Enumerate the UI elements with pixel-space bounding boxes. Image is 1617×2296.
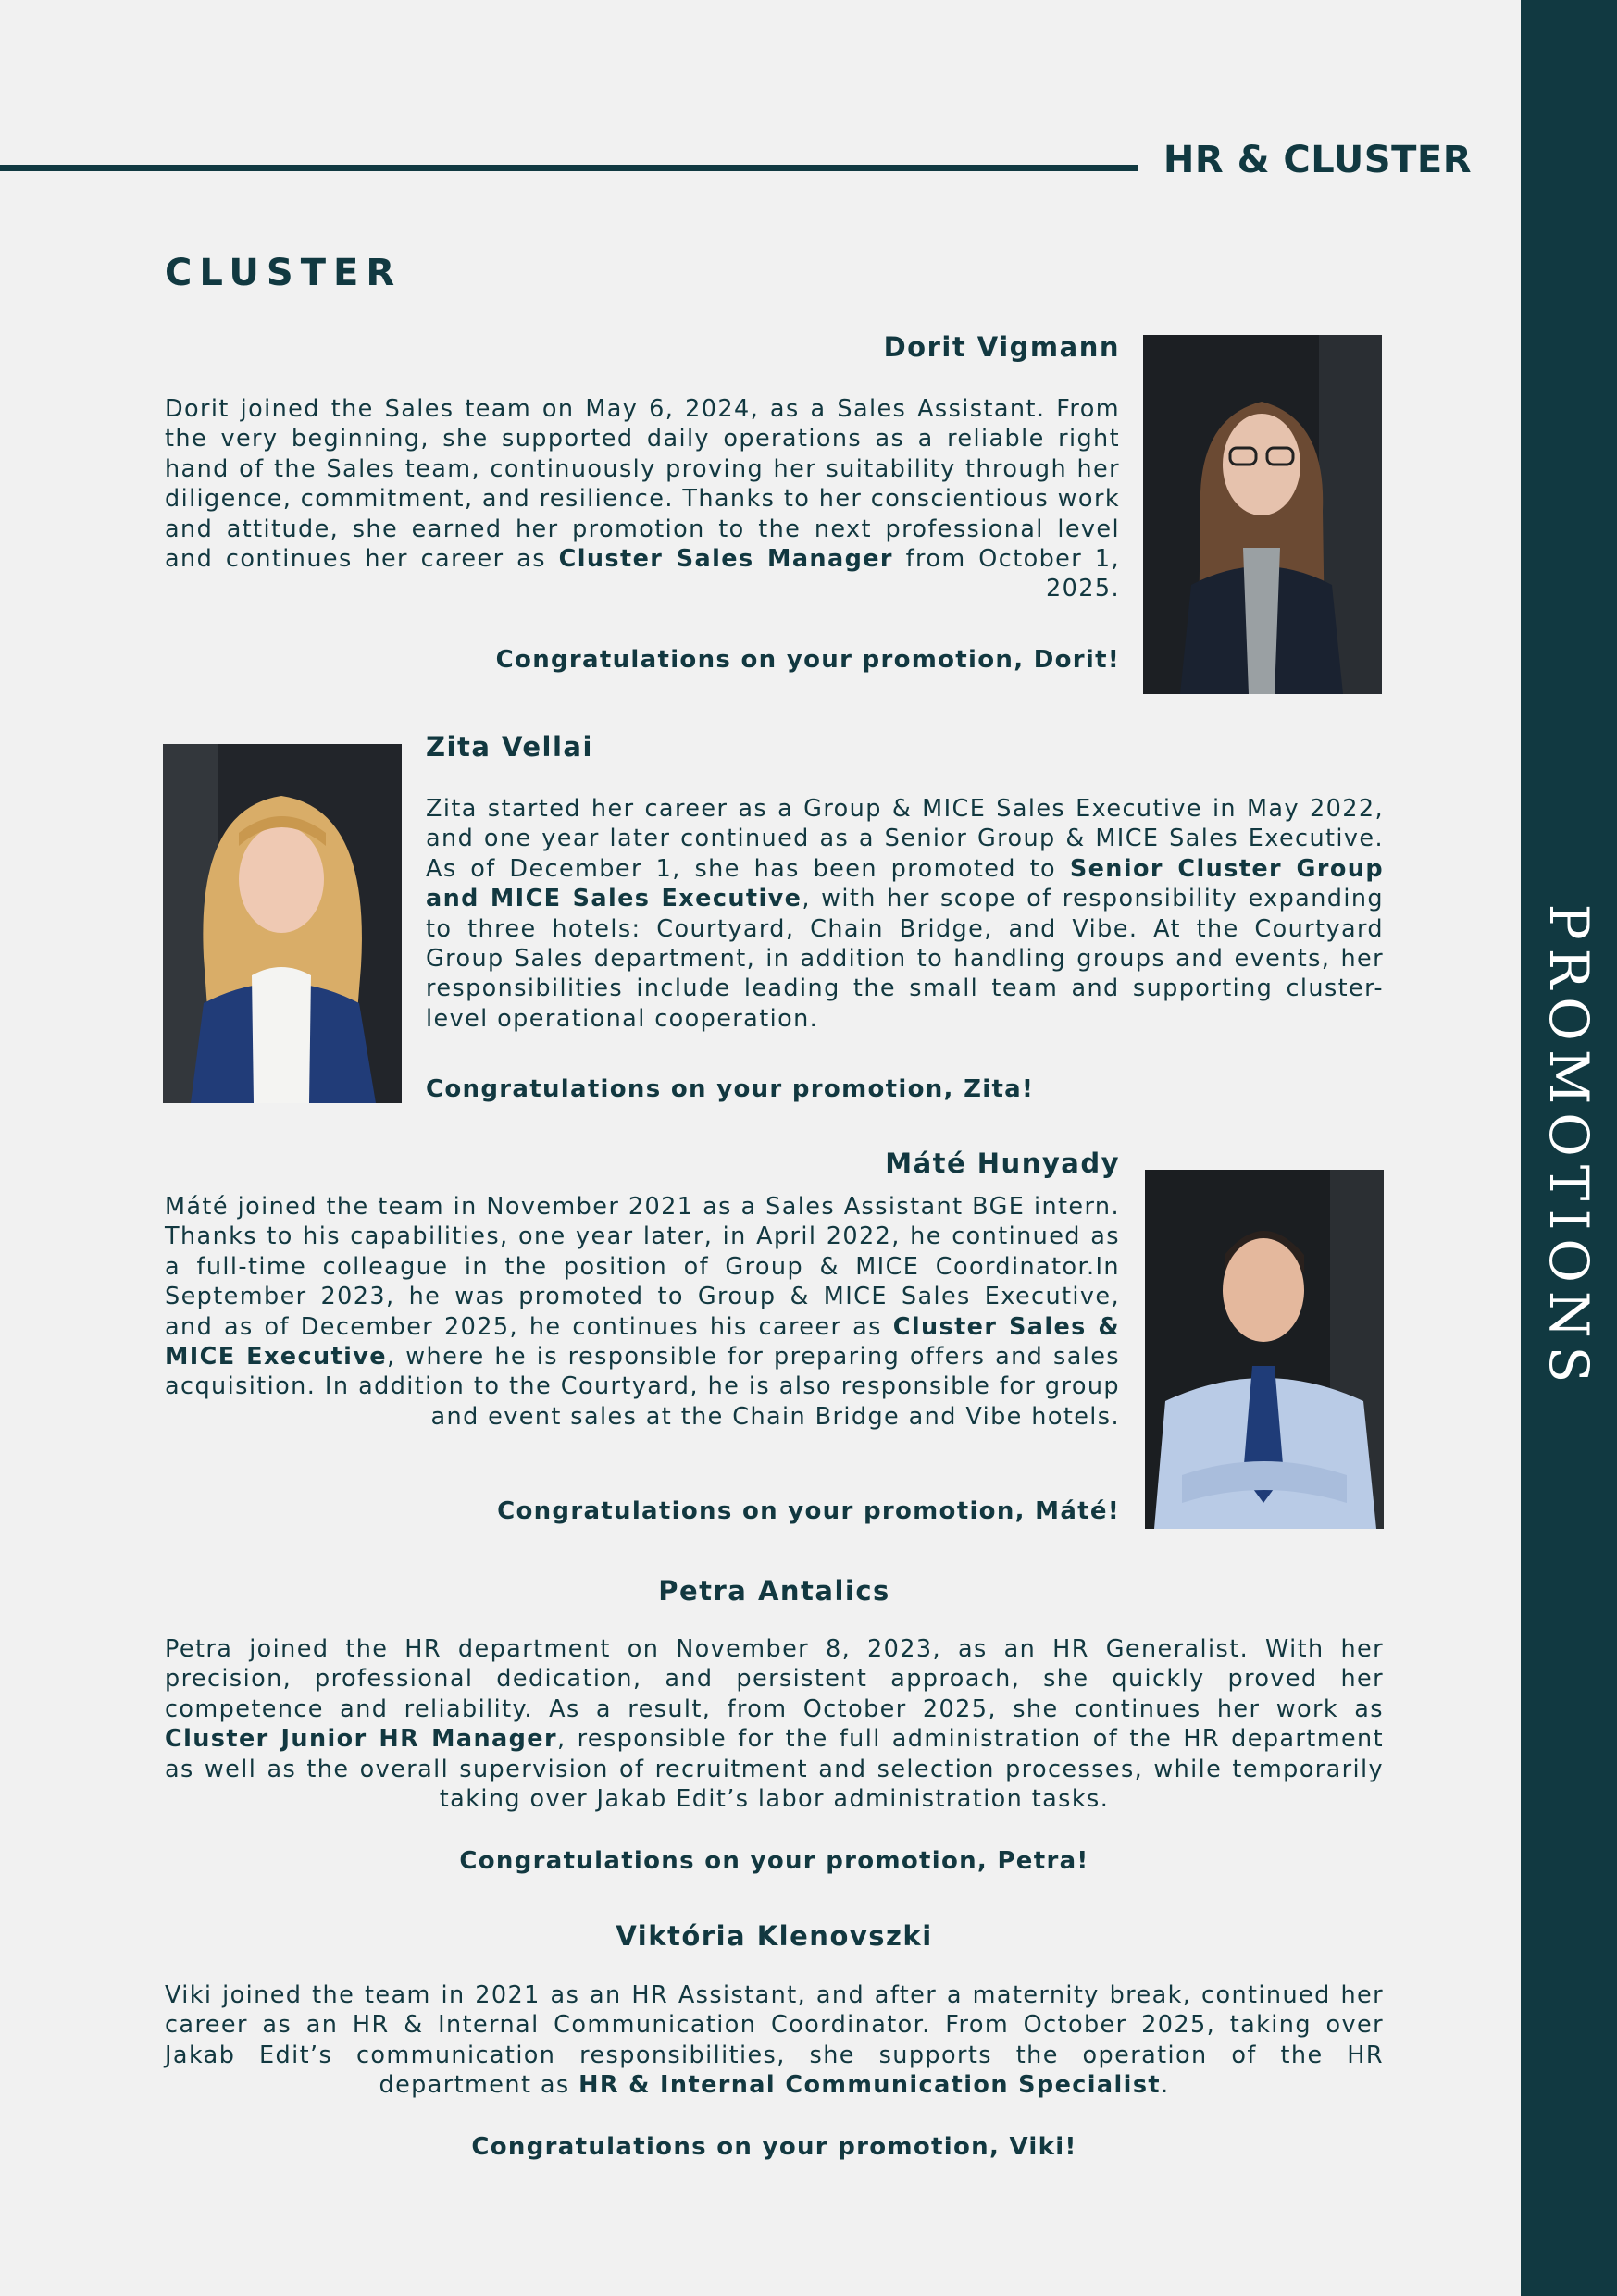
bio-highlight: Senior Cluster Group and MICE Sales Executive [426,854,1384,913]
header-rule [0,165,1138,171]
person-name: Zita Vellai [426,731,593,763]
person-name: Máté Hunyady [885,1148,1120,1179]
bio-text: , where he is responsible for preparing offers and sales acquisition. In addition to the Courtyard, he is also responsible for group and event sales at the Chain Bridge and Vibe hotels. [165,1343,1120,1431]
header-title: HR & CLUSTER [1163,139,1472,181]
section-title: CLUSTER [165,252,403,294]
bio-highlight: Cluster Sales Manager [558,545,893,574]
congrats-line: Congratulations on your promotion, Dorit! [495,646,1120,674]
person-name: Petra Antalics [658,1575,890,1607]
sidebar-label: PROMOTIONS [1537,903,1600,1392]
bio-text: Máté joined the team in November 2021 as a Sales Assistant BGE intern. Thanks to his capabilities, one year later, in April 2022, he continued as a full-time colleague in the position of Group & MICE Coordinator.In September 2023, he was promoted to Group & MICE Sales Executive, and as of December 2025, he continues his career as [165,1193,1120,1341]
person-bio [165,1192,1120,1432]
portrait-photo [1143,335,1382,694]
bio-text: from October 1, 2025. [892,545,1121,603]
person-bio [165,1980,1384,2101]
bio-text: Petra joined the HR department on November 8, 2023, as an HR Generalist. With her precision, professional dedication, and persistent approach, she quickly proved her competence and reliability. As a result, from October 2025, she continues her work as [165,1635,1384,1723]
bio-text: Dorit joined the Sales team on May 6, 2024, as a Sales Assistant. From the very beginning, she supported daily operations as a reliable right hand of the Sales team, continuously proving her suitability through her diligence, commitment, and resilience. Thanks to her conscientious work and attitude, she earned her promotion to the next professional level and continues her career as [165,395,1120,574]
bio-highlight: HR & Internal Communication Specialist [578,2071,1161,2100]
bio-text: Viki joined the team in 2021 as an HR Assistant, and after a maternity break, continued her career as an HR & Internal Communication Coordinator. From October 2025, taking over Jakab Edit’s communication responsibilities, she supports the operation of the HR department as [165,1981,1384,2100]
portrait-photo [163,744,402,1103]
bio-highlight: Cluster Sales & MICE Executive [165,1312,1120,1371]
congrats-line: Congratulations on your promotion, Viki! [471,2133,1077,2161]
bio-text: Zita started her career as a Group & MICE Sales Executive in May 2022, and one year later continued as a Senior Group & MICE Sales Executive. As of December 1, she has been promoted to [426,795,1384,883]
bio-text: , with her scope of responsibility expanding to three hotels: Courtyard, Chain Bridge, and Vibe. At the Courtyard Group Sales department, in addition to handling groups and events, her responsibilities include leading the small team and supporting cluster-level operational cooperation. [426,885,1384,1033]
person-bio [165,394,1120,604]
portrait-photo [1145,1170,1384,1529]
bio-text: . [1160,2071,1170,2100]
person-name: Viktória Klenovszki [616,1920,933,1952]
person-bio [165,1634,1384,1814]
congrats-line: Congratulations on your promotion, Zita! [426,1075,1035,1103]
bio-text: , responsible for the full administration of the HR department as well as the overall supervision of recruitment and selection processes, while temporarily taking over Jakab Edit’s labor administration tasks. [165,1725,1384,1814]
person-bio [426,794,1384,1034]
congrats-line: Congratulations on your promotion, Máté! [497,1497,1120,1525]
bio-highlight: Cluster Junior HR Manager [165,1725,557,1754]
congrats-line: Congratulations on your promotion, Petra! [459,1847,1089,1875]
person-name: Dorit Vigmann [883,331,1120,363]
